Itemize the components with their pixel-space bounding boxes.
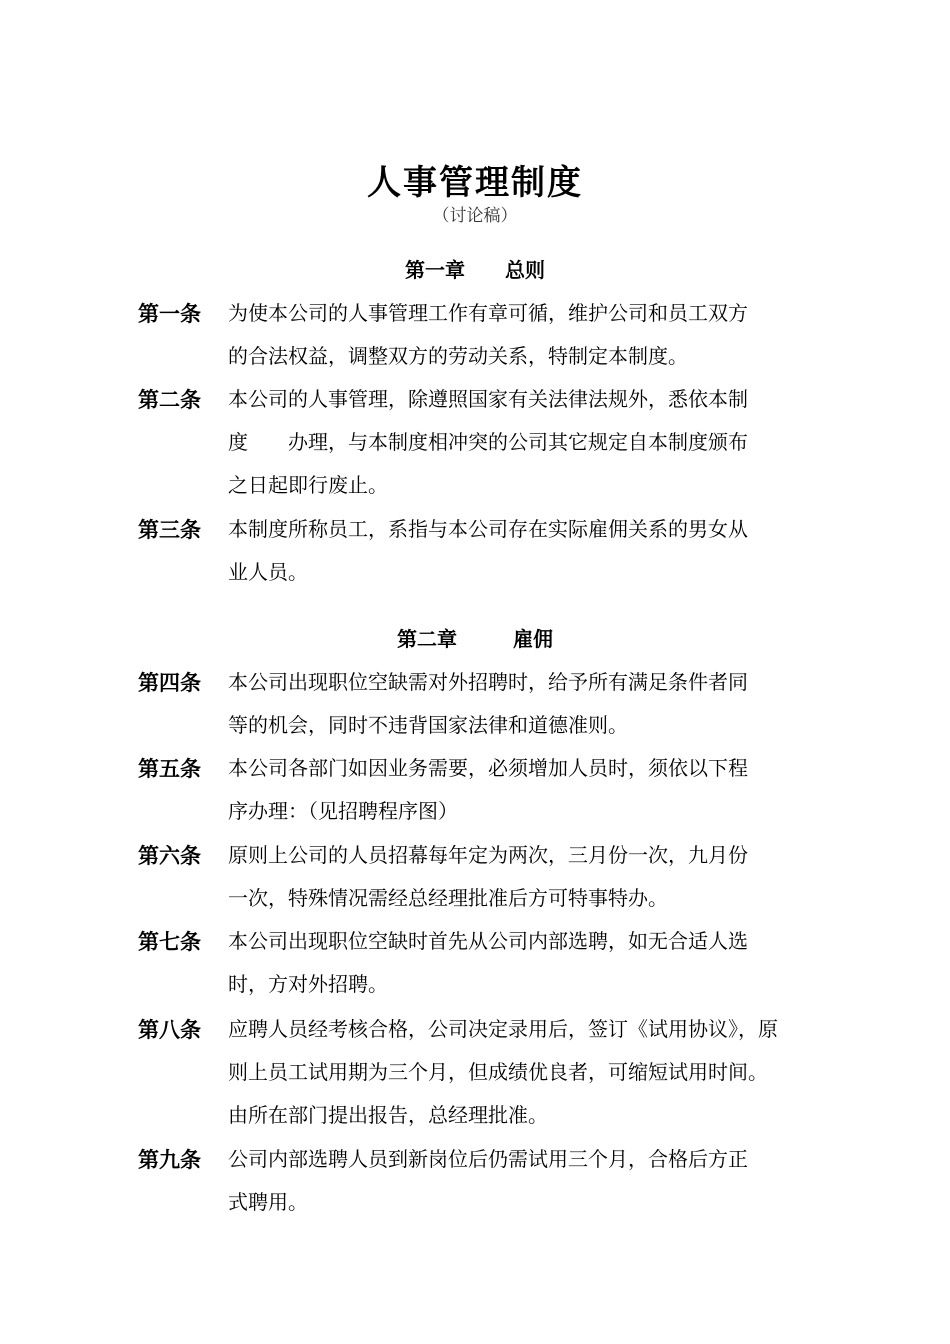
chapter-name: 雇佣: [513, 627, 553, 651]
article-line: 由所在部门提出报告，总经理批准。: [228, 1103, 548, 1127]
article-line: 本公司出现职位空缺时首先从公司内部选聘，如无合适人选: [228, 929, 748, 953]
document-title: 人事管理制度: [367, 163, 583, 203]
article-line: 公司内部选聘人员到新岗位后仍需试用三个月，合格后方正: [228, 1147, 748, 1171]
article-number: 第七条: [138, 929, 201, 954]
article-line: 为使本公司的人事管理工作有章可循，维护公司和员工双方: [228, 301, 748, 325]
article-line: 本制度所称员工，系指与本公司存在实际雇佣关系的男女从: [228, 517, 748, 541]
chapter-heading-1: [0, 256, 950, 284]
article-line: 的合法权益，调整双方的劳动关系，特制定本制度。: [228, 344, 688, 368]
article-number: 第二条: [138, 387, 201, 412]
article-number: 第五条: [138, 756, 201, 781]
chapter-heading-2: [0, 625, 950, 653]
article-line: 等的机会，同时不违背国家法律和道德准则。: [228, 713, 628, 737]
article-text: [228, 747, 810, 833]
article-text: [228, 920, 810, 1006]
article-number: 第三条: [138, 517, 201, 542]
chapter-name: 总则: [505, 258, 545, 282]
document-subtitle: （讨论稿）: [432, 206, 518, 226]
article-text: [228, 378, 810, 507]
article-line: 则上员工试用期为三个月，但成绩优良者，可缩短试用时间。: [228, 1060, 768, 1084]
chapter-number: 第二章: [397, 627, 457, 651]
article-number: 第四条: [138, 670, 201, 695]
article-line: 本公司的人事管理，除遵照国家有关法律法规外，悉依本制: [228, 387, 748, 411]
article-text: [228, 1138, 810, 1224]
article-number: 第一条: [138, 301, 201, 326]
article-line: 时，方对外招聘。: [228, 972, 388, 996]
article-line: 式聘用。: [228, 1190, 308, 1214]
article-line: 本公司各部门如因业务需要，必须增加人员时，须依以下程: [228, 756, 748, 780]
article-line: 序办理：（见招聘程序图）: [228, 799, 458, 823]
article-line: 本公司出现职位空缺需对外招聘时，给予所有满足条件者同: [228, 670, 748, 694]
article-line: 业人员。: [228, 560, 308, 584]
article-text: [228, 1008, 810, 1137]
chapter-number: 第一章: [405, 258, 465, 282]
article-number: 第六条: [138, 843, 201, 868]
article-line: 一次，特殊情况需经总经理批准后方可特事特办。: [228, 886, 668, 910]
article-text: [228, 508, 810, 594]
article-number: 第八条: [138, 1017, 201, 1042]
article-line: 原则上公司的人员招幕每年定为两次，三月份一次，九月份: [228, 843, 748, 867]
article-number: 第九条: [138, 1147, 201, 1172]
article-line: 之日起即行废止。: [228, 473, 388, 497]
article-text: [228, 834, 810, 920]
article-line: 应聘人员经考核合格，公司决定录用后，签订《试用协议》，原: [228, 1017, 778, 1041]
article-text: [228, 661, 810, 747]
article-text: [228, 292, 810, 378]
article-line: 度 办理，与本制度相冲突的公司其它规定自本制度颁布: [228, 430, 748, 454]
